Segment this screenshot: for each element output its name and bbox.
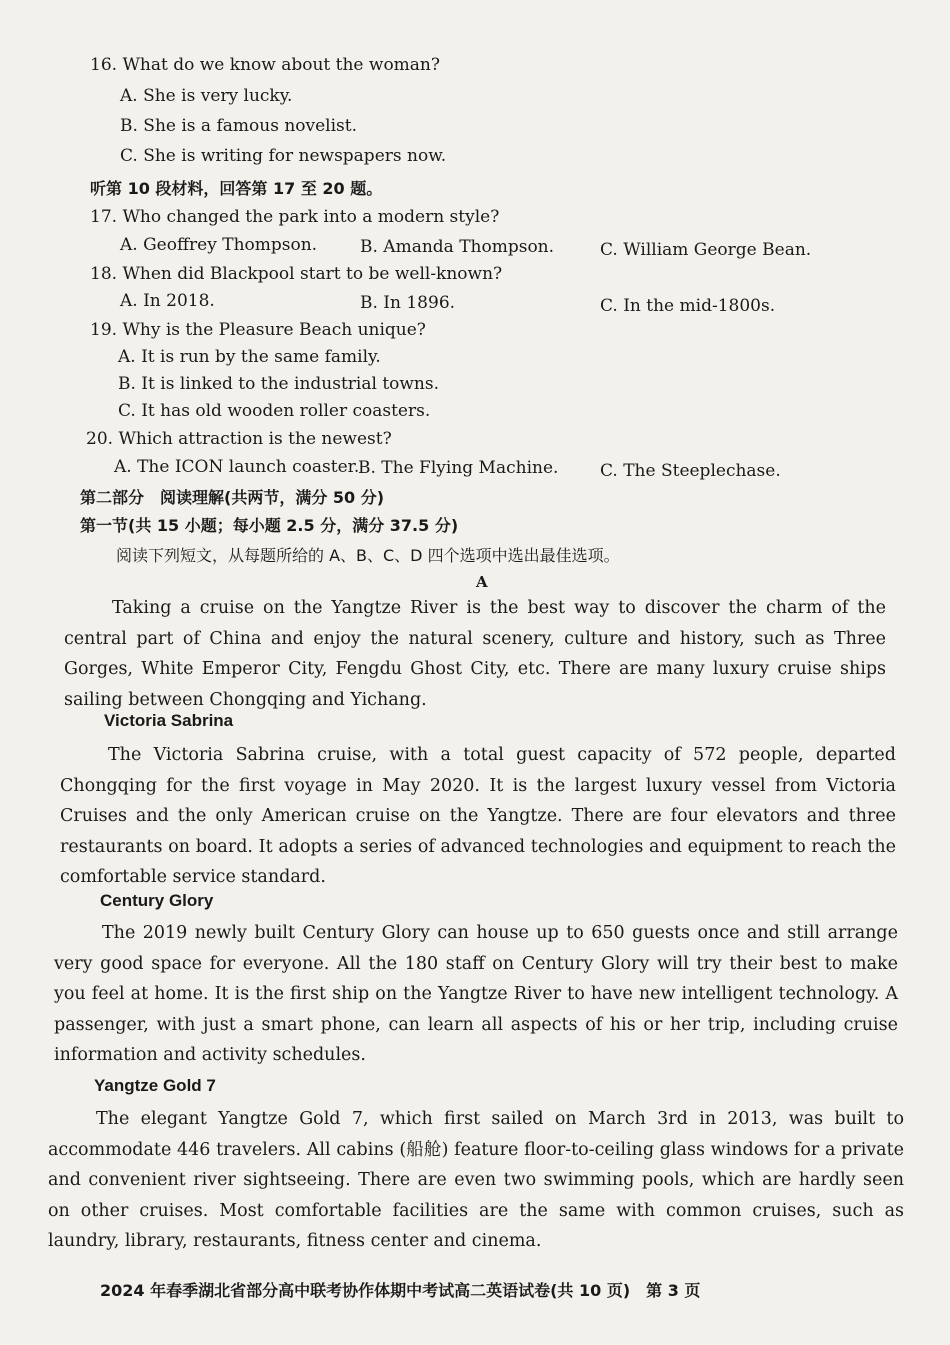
question-16-stem: 16. What do we know about the woman?: [90, 55, 440, 75]
section-heading-yangtze-gold-7: Yangtze Gold 7: [94, 1076, 216, 1095]
question-17-option-a: A. Geoffrey Thompson.: [120, 235, 318, 255]
question-18-option-c: C. In the mid-1800s.: [600, 296, 776, 316]
listening-instruction-17-20: 听第 10 段材料，回答第 17 至 20 题。: [90, 179, 383, 198]
section-text-victoria-sabrina: The Victoria Sabrina cruise, with a total guest capacity of 572 people, departed Chongqing for the first voyage in May 2020. It is the largest luxury vessel from Victoria Cruises and the only American cruise on the Yangtze. There are four elevators and three restaurants on board. It adopts a series of advanced technologies and equipment to reach the comfortable service standard.: [60, 745, 896, 887]
question-20-option-b: B. The Flying Machine.: [358, 458, 559, 478]
question-19-option-c: C. It has old wooden roller coasters.: [118, 401, 431, 421]
question-17-option-b: B. Amanda Thompson.: [360, 237, 555, 257]
question-20-stem: 20. Which attraction is the newest?: [86, 429, 392, 449]
question-20-option-c: C. The Steeplechase.: [600, 461, 781, 481]
reading-instruction: 阅读下列短文，从每题所给的 A、B、C、D 四个选项中选出最佳选项。: [116, 546, 620, 565]
section-heading-victoria-sabrina: Victoria Sabrina: [104, 711, 234, 730]
question-16-option-a: A. She is very lucky.: [120, 86, 293, 106]
question-16-option-b: B. She is a famous novelist.: [120, 116, 358, 136]
question-18-option-a: A. In 2018.: [120, 291, 215, 311]
page-footer: 2024 年春季湖北省部分高中联考协作体期中考试高二英语试卷(共 10 页) 第 3 页: [100, 1281, 701, 1300]
question-19-option-a: A. It is run by the same family.: [118, 347, 381, 367]
reading-part-title: 第二部分 阅读理解(共两节，满分 50 分): [80, 488, 385, 507]
question-16-option-c: C. She is writing for newspapers now.: [120, 146, 447, 166]
question-19-stem: 19. Why is the Pleasure Beach unique?: [90, 320, 426, 340]
question-17-option-c: C. William George Bean.: [600, 240, 812, 260]
passage-label: A: [476, 573, 488, 591]
question-17-stem: 17. Who changed the park into a modern style?: [90, 207, 500, 227]
passage-intro: Taking a cruise on the Yangtze River is the best way to discover the charm of the central part of China and enjoy the natural scenery, culture and history, such as Three Gorges, White Emperor City, Fengdu Ghost City, etc. There are many luxury cruise ships sailing between Chongqing and Yichang.: [64, 598, 886, 710]
question-18-stem: 18. When did Blackpool start to be well-known?: [90, 264, 503, 284]
section-heading-century-glory: Century Glory: [100, 891, 214, 910]
question-20-option-a: A. The ICON launch coaster.: [114, 457, 360, 477]
question-19-option-b: B. It is linked to the industrial towns.: [118, 374, 440, 394]
question-18-option-b: B. In 1896.: [360, 293, 456, 313]
reading-section-title: 第一节(共 15 小题；每小题 2.5 分，满分 37.5 分): [80, 516, 459, 535]
section-text-century-glory: The 2019 newly built Century Glory can house up to 650 guests once and still arrange very good space for everyone. All the 180 staff on Century Glory will try their best to make you feel at home. It is the first ship on the Yangtze River to have new intelligent technology. A passenger, with just a smart phone, can learn all aspects of his or her trip, including cruise information and activity schedules.: [54, 923, 898, 1065]
section-text-yangtze-gold-7: The elegant Yangtze Gold 7, which first sailed on March 3rd in 2013, was built to accommodate 446 travelers. All cabins (船舱) feature floor-to-ceiling glass windows for a private and convenient river sightseeing. There are even two swimming pools, which are hardly seen on other cruises. Most comfortable facilities are the same with common cruises, such as laundry, library, restaurants, fitness center and cinema.: [48, 1109, 904, 1251]
